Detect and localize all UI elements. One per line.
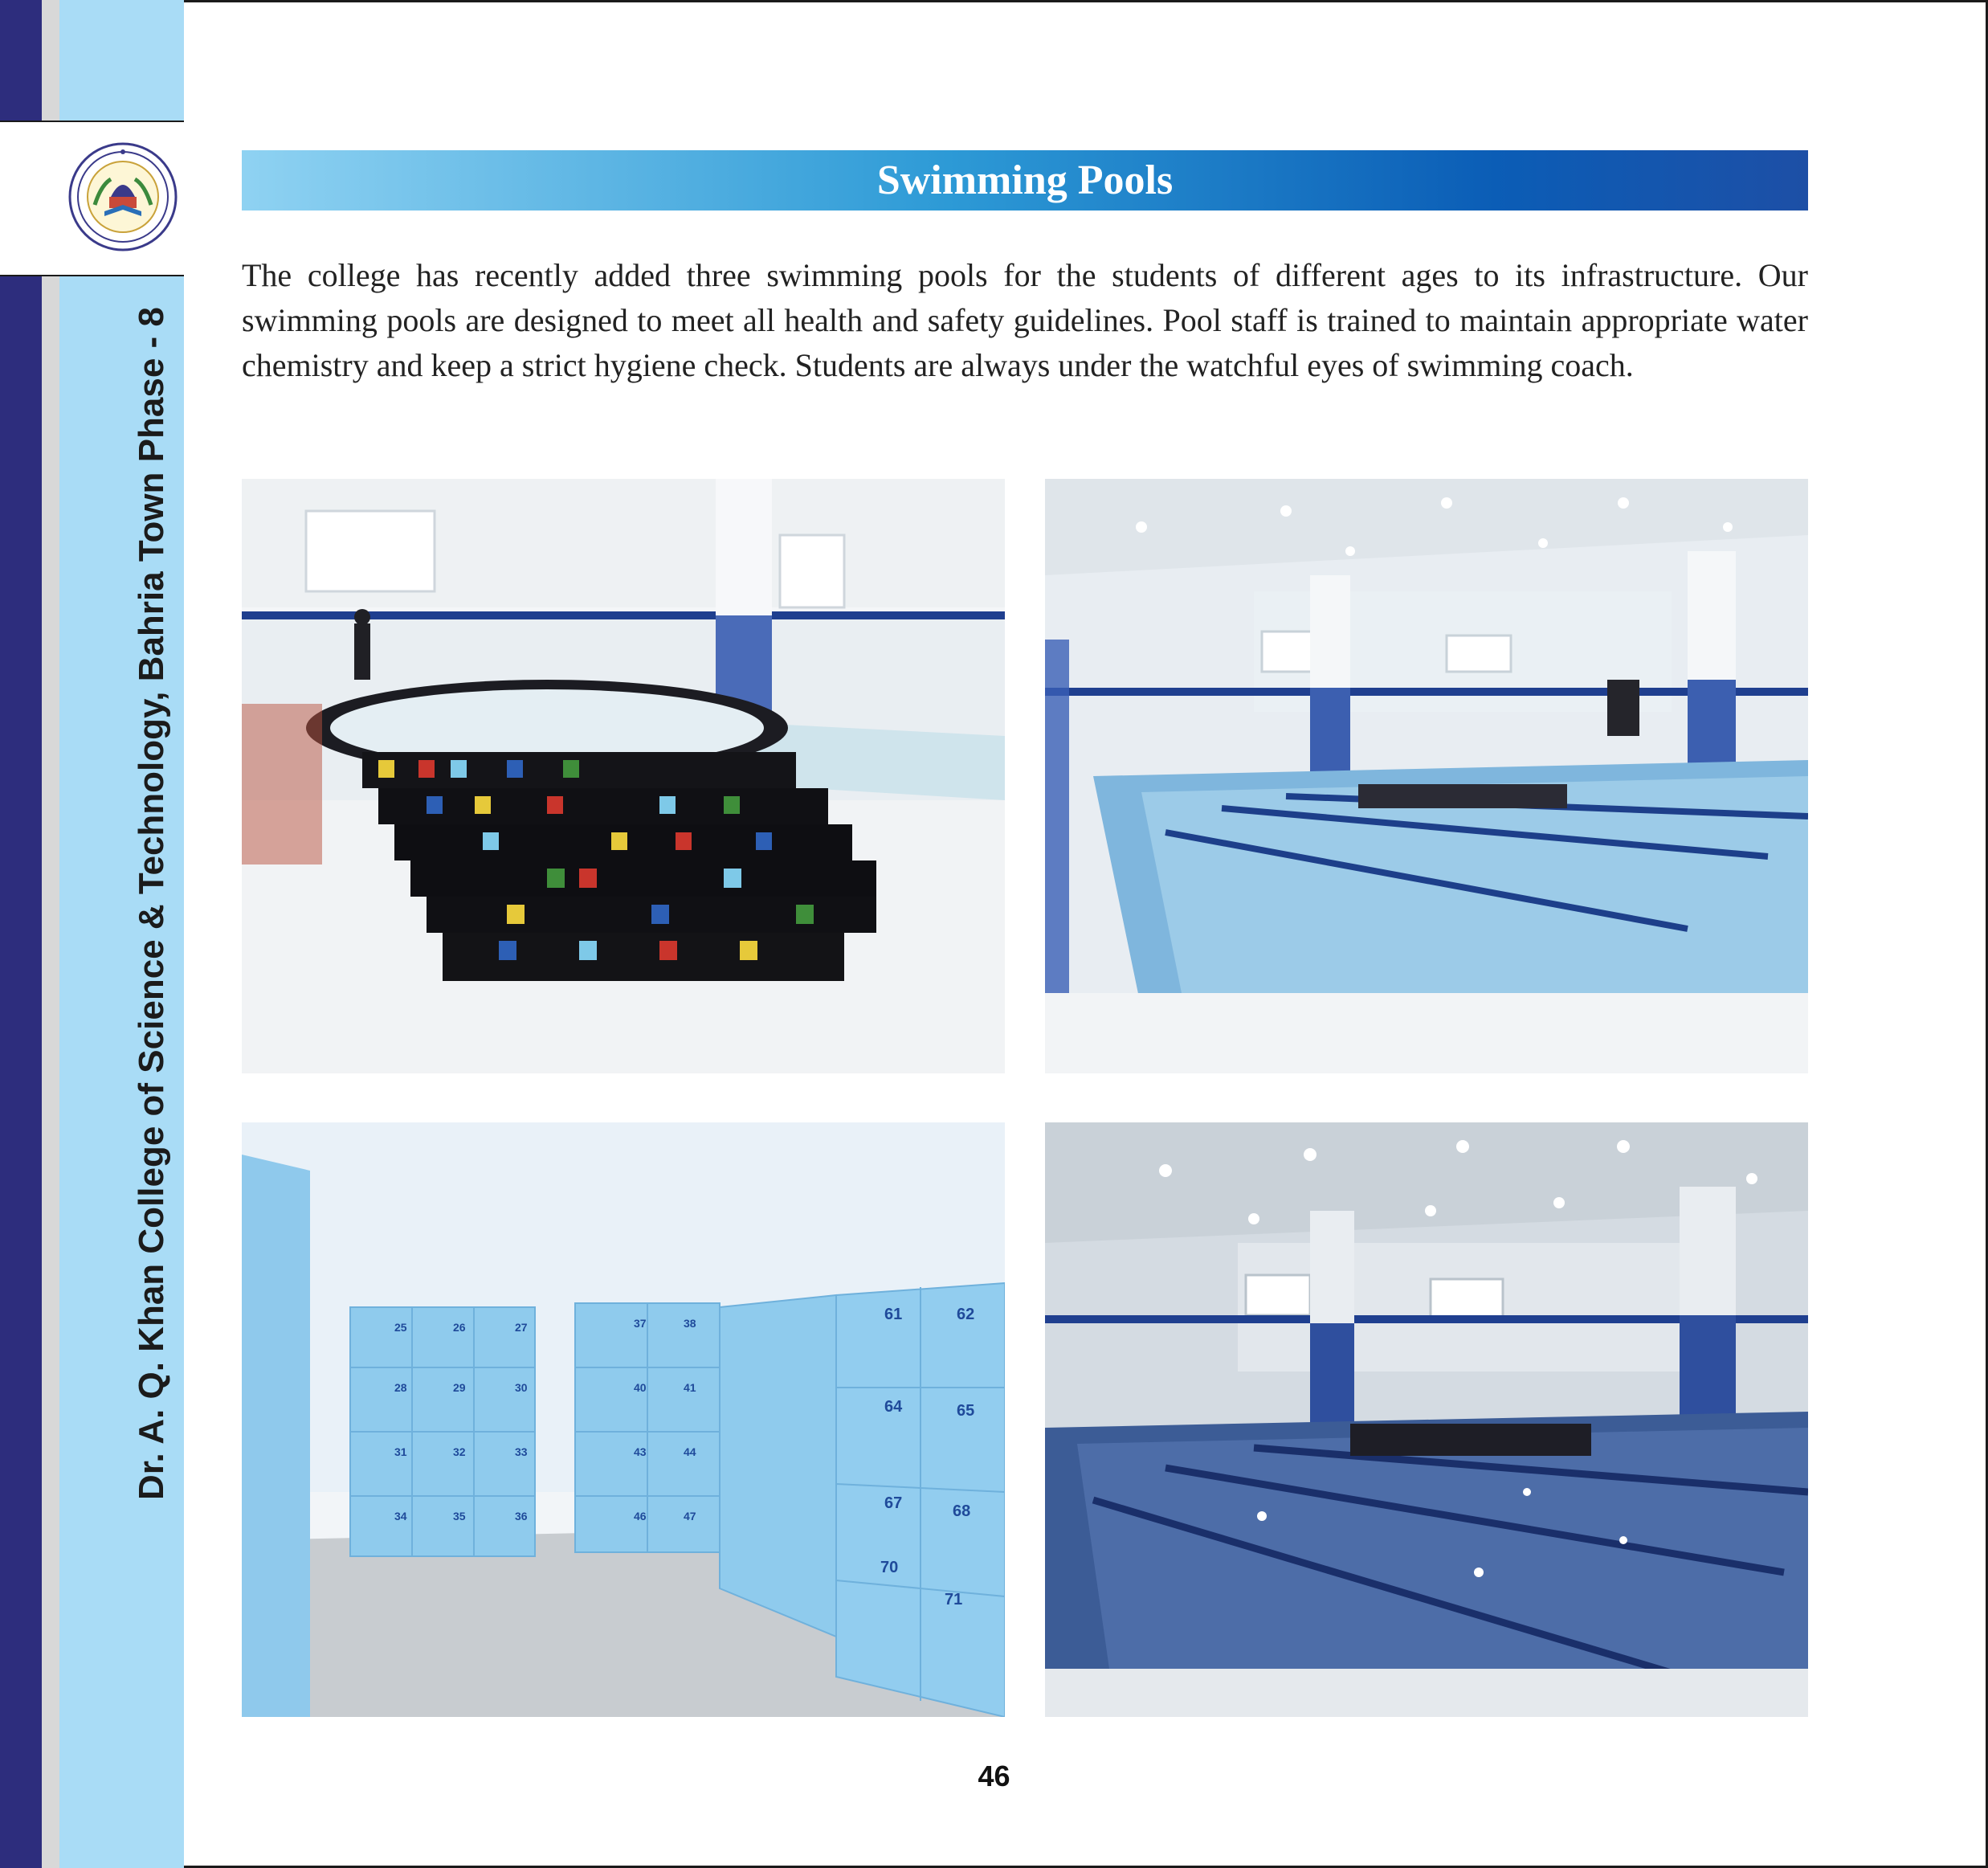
page-number: 46	[978, 1760, 1010, 1792]
locker-number: 30	[515, 1381, 528, 1394]
locker-number: 61	[884, 1306, 903, 1323]
locker-number: 26	[453, 1321, 466, 1334]
college-logo	[0, 121, 184, 276]
locker-number: 67	[884, 1494, 903, 1512]
photo-kids-pool	[242, 479, 1005, 1073]
locker-number: 41	[684, 1381, 696, 1394]
locker-number: 44	[684, 1445, 696, 1458]
intro-paragraph: The college has recently added three swimming pools for the students of different ages to its infrastructure. Our swimming pools are designed to meet all health and safety guidelines. Pool staff is trained to maintain appropriate water chemistry and keep a strict hygiene check. Students are always under the watchful eyes of swimming coach.	[242, 257, 1808, 383]
sidebar-grey-band	[42, 0, 59, 1868]
locker-number: 25	[394, 1321, 407, 1334]
locker-number: 28	[394, 1381, 407, 1394]
locker-number: 64	[884, 1398, 903, 1416]
photo-lap-pool	[1045, 479, 1808, 1073]
college-seal-icon	[63, 141, 183, 253]
locker-number: 33	[515, 1445, 528, 1458]
sidebar-dark-band	[0, 0, 42, 1868]
locker-number: 31	[394, 1445, 407, 1458]
page-title: Swimming Pools	[876, 157, 1174, 203]
locker-number: 29	[453, 1381, 466, 1394]
locker-number: 32	[453, 1445, 466, 1458]
sidebar-vertical-title: Dr. A. Q. Khan College of Science & Technology, Bahria Town Phase - 8	[132, 307, 171, 1500]
locker-number: 35	[453, 1510, 466, 1523]
locker-number: 47	[684, 1510, 696, 1523]
locker-number: 37	[634, 1317, 647, 1330]
locker-number: 62	[957, 1306, 975, 1323]
locker-number: 43	[634, 1445, 647, 1458]
locker-number: 71	[945, 1591, 963, 1608]
locker-number: 34	[394, 1510, 407, 1523]
photo-lap-pool-second	[1045, 1122, 1808, 1717]
locker-number: 40	[634, 1381, 647, 1394]
photo-lockers	[242, 1122, 1005, 1717]
locker-number: 27	[515, 1321, 528, 1334]
locker-number: 65	[957, 1402, 975, 1420]
locker-number: 36	[515, 1510, 528, 1523]
section-title-bar	[242, 150, 1808, 211]
locker-number: 70	[880, 1559, 899, 1576]
locker-number: 68	[953, 1502, 971, 1520]
locker-number: 38	[684, 1317, 696, 1330]
locker-number: 46	[634, 1510, 647, 1523]
